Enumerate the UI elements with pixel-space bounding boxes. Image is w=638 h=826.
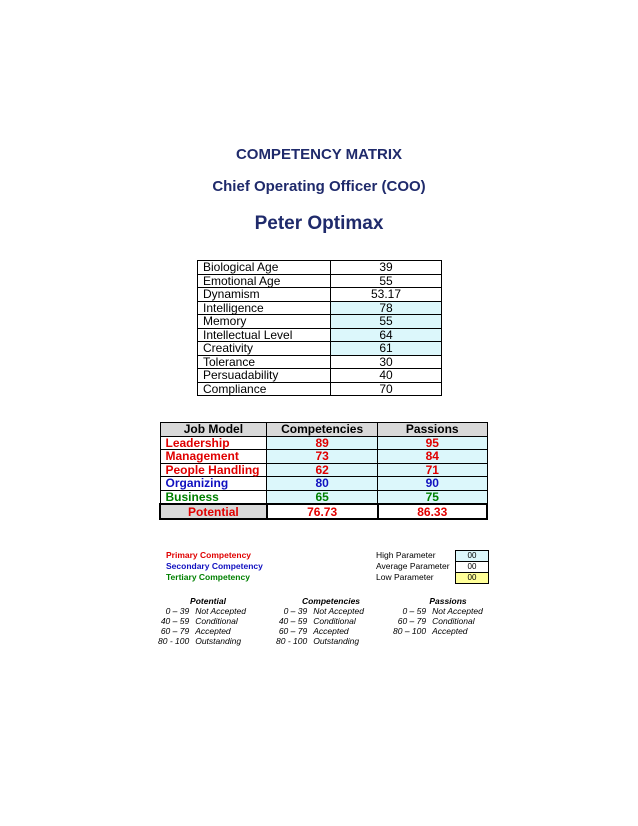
job-model-table: [159, 422, 488, 520]
attribute-row: [198, 342, 442, 356]
passion-value: 84: [378, 450, 488, 464]
attribute-value: 64: [331, 328, 442, 342]
competency-value: 80: [267, 477, 378, 491]
legend-tertiary: Tertiary Competency: [166, 572, 250, 582]
scale-row: [276, 626, 364, 636]
scale-range: 80 - 100: [276, 636, 308, 646]
scale-range: 60 – 79: [160, 626, 190, 636]
scale-text: Not Accepted: [432, 606, 483, 616]
competencies-scale-title: Competencies: [301, 596, 361, 606]
competency-value: 65: [267, 490, 378, 504]
job-model-row: [160, 490, 487, 504]
scale-range: 40 – 59: [160, 616, 190, 626]
scale-text: Accepted: [432, 626, 468, 636]
scale-row: [393, 616, 483, 626]
competency-value: 73: [267, 450, 378, 464]
scale-range: 0 – 39: [165, 606, 190, 616]
scale-row: [276, 636, 364, 646]
scale-text: Accepted: [313, 626, 349, 636]
job-model-label: People Handling: [160, 463, 267, 477]
attributes-table: [197, 260, 442, 396]
passions-scale: [393, 596, 503, 636]
job-model-row: [160, 463, 487, 477]
attribute-row: [198, 288, 442, 302]
legend-low-parameter: Low Parameter: [376, 572, 434, 582]
scale-row: [393, 606, 483, 616]
passion-value: 71: [378, 463, 488, 477]
attribute-label: Biological Age: [198, 261, 331, 275]
attribute-row: [198, 261, 442, 275]
scale-row: [276, 616, 364, 626]
role-title: Chief Operating Officer (COO): [212, 178, 426, 195]
potential-passion: 86.33: [378, 504, 488, 519]
passions-scale-title: Passions: [429, 596, 467, 606]
job-model-row: [160, 477, 487, 491]
potential-competency: 76.73: [267, 504, 378, 519]
scale-row: [158, 606, 246, 616]
potential-label: Potential: [160, 504, 267, 519]
attribute-value: 39: [331, 261, 442, 275]
attribute-label: Memory: [198, 315, 331, 329]
job-model-label: Management: [160, 450, 267, 464]
job-model-row: [160, 436, 487, 450]
potential-scale: [158, 596, 258, 646]
attribute-value: 70: [331, 382, 442, 396]
passion-value: 95: [378, 436, 488, 450]
scale-range: 0 – 59: [402, 606, 427, 616]
attribute-row: [198, 382, 442, 396]
low-parameter-swatch: 00: [455, 572, 489, 584]
attribute-row: [198, 328, 442, 342]
legend-average-parameter: Average Parameter: [376, 561, 450, 571]
legend-high-parameter: High Parameter: [376, 550, 436, 560]
attribute-label: Emotional Age: [198, 274, 331, 288]
job-model-header: Job Model: [160, 423, 267, 437]
attribute-label: Intellectual Level: [198, 328, 331, 342]
attribute-label: Dynamism: [198, 288, 331, 302]
attribute-label: Tolerance: [198, 355, 331, 369]
scale-text: Conditional: [195, 616, 238, 626]
attribute-value: 55: [331, 315, 442, 329]
attribute-value: 40: [331, 369, 442, 383]
scale-row: [158, 626, 246, 636]
attribute-value: 78: [331, 301, 442, 315]
scale-range: 60 – 79: [278, 626, 308, 636]
scale-range: 80 - 100: [158, 636, 190, 646]
attribute-row: [198, 301, 442, 315]
scale-row: [276, 606, 364, 616]
legend-primary: Primary Competency: [166, 550, 252, 560]
scale-text: Not Accepted: [195, 606, 246, 616]
scale-range: 0 – 39: [283, 606, 308, 616]
attribute-label: Creativity: [198, 342, 331, 356]
passions-header: Passions: [378, 423, 488, 437]
scale-range: 80 – 100: [393, 626, 427, 636]
passion-value: 75: [378, 490, 488, 504]
job-model-row: [160, 450, 487, 464]
job-model-label: Leadership: [160, 436, 267, 450]
scale-row: [158, 616, 246, 626]
scale-text: Not Accepted: [313, 606, 364, 616]
scale-row: [393, 626, 483, 636]
scale-range: 60 – 79: [397, 616, 427, 626]
scale-text: Accepted: [195, 626, 231, 636]
scale-text: Conditional: [432, 616, 475, 626]
competency-value: 62: [267, 463, 378, 477]
potential-scale-title: Potential: [190, 596, 226, 606]
attribute-value: 61: [331, 342, 442, 356]
job-model-header-row: [160, 423, 487, 437]
attribute-value: 30: [331, 355, 442, 369]
scale-text: Outstanding: [313, 636, 360, 646]
attribute-row: [198, 315, 442, 329]
high-parameter-swatch: 00: [455, 550, 489, 562]
scale-range: 40 – 59: [278, 616, 308, 626]
attribute-value: 55: [331, 274, 442, 288]
job-model-label: Organizing: [160, 477, 267, 491]
scale-text: Conditional: [313, 616, 356, 626]
attribute-value: 53.17: [331, 288, 442, 302]
attribute-label: Persuadability: [198, 369, 331, 383]
job-model-label: Business: [160, 490, 267, 504]
attribute-row: [198, 355, 442, 369]
potential-row: [160, 504, 487, 519]
attribute-label: Intelligence: [198, 301, 331, 315]
legend-secondary: Secondary Competency: [166, 561, 263, 571]
competency-value: 89: [267, 436, 378, 450]
document-title: COMPETENCY MATRIX: [235, 146, 403, 163]
passion-value: 90: [378, 477, 488, 491]
average-parameter-swatch: 00: [455, 561, 489, 573]
scale-text: Outstanding: [195, 636, 242, 646]
attribute-label: Compliance: [198, 382, 331, 396]
person-name: Peter Optimax: [254, 213, 384, 234]
attribute-row: [198, 274, 442, 288]
scale-row: [158, 636, 246, 646]
attribute-row: [198, 369, 442, 383]
competencies-scale: [276, 596, 386, 646]
competencies-header: Competencies: [267, 423, 378, 437]
